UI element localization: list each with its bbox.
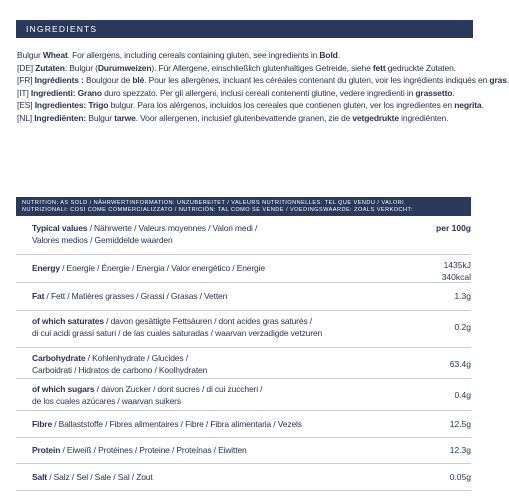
ingredient-bold-text: Ingrédients : <box>34 75 84 85</box>
ingredient-text: [NL] <box>17 112 35 123</box>
nutrient-name: Fibre <box>32 418 53 429</box>
nutrient-label <box>32 472 412 484</box>
ingredient-bold-text: Ingrediënten: <box>34 112 87 123</box>
nutrient-translations: / Kohlenhydrate / Glucides / <box>85 353 188 363</box>
nutrient-name: of which saturates <box>32 316 104 326</box>
nutrient-name: of which sugars <box>32 384 95 394</box>
ingredient-bold-text: blé <box>132 75 145 85</box>
nutrition-row <box>16 218 471 255</box>
nutrient-name: Protein <box>32 445 61 455</box>
nutrient-value-text: 12.5g <box>449 418 471 429</box>
nutrition-row <box>16 379 471 411</box>
ingredient-text: ). Für Allergene, einschließlich glutenhaltiges Getreide, siehe <box>151 62 373 73</box>
ingredient-bold-text: gras <box>489 75 507 85</box>
ingredient-bold-text: Ingredienti: Grano <box>30 87 102 98</box>
nutrient-value-text: 63.4g <box>449 359 471 369</box>
nutrient-translations-continued: di cui acidi grassi saturi / de las cuales saturadas / waarvan verzadigde vetzuren <box>32 327 323 338</box>
nutrient-label <box>32 291 412 303</box>
ingredient-text: . <box>481 100 484 110</box>
nutrient-label <box>32 419 412 431</box>
ingredient-text: . Pour les allergènes, incluant les céréales contenant du gluten, voir les ingrédients indiqués en <box>144 75 490 85</box>
ingredient-bold-text: Durumweizen <box>97 62 152 73</box>
ingredient-line <box>17 62 487 75</box>
nutrient-translations: / Ballaststoffe / Fibres alimentaires / Fibre / Fibra alimentaria / Vezels <box>52 418 302 429</box>
nutrition-row <box>16 411 471 438</box>
ingredient-text: [FR] <box>17 75 35 85</box>
ingredient-bold-text: Wheat <box>42 50 68 60</box>
ingredient-line <box>17 49 487 62</box>
nutrition-row <box>16 438 471 464</box>
ingredient-line <box>17 74 509 87</box>
ingredient-text: ingrediënten. <box>398 112 449 123</box>
nutrient-translations-continued: Carboidrati / Hidratos de carbono / Koolhydraten <box>32 364 208 375</box>
ingredient-line <box>17 112 487 125</box>
nutrient-translations: / davon gesättigte Fettsäuren / dont acides gras saturés / <box>103 316 312 326</box>
ingredients-list <box>17 49 509 124</box>
ingredient-text: [DE] <box>17 62 36 73</box>
nutrient-name: Energy <box>32 263 60 273</box>
nutrient-translations: / davon Zucker / dont sucres / di cui zuccheri / <box>94 384 263 394</box>
ingredient-text: . <box>337 50 340 60</box>
nutrient-value-text: 1435kJ <box>443 260 471 270</box>
nutrient-label <box>32 263 412 275</box>
ingredient-text: Boulgour de <box>83 75 133 85</box>
nutrient-translations: / Nährwerte / Valeurs moyennes / Valori medi / <box>87 223 258 233</box>
nutrient-label <box>32 223 412 246</box>
nutrient-value <box>450 472 471 484</box>
ingredient-bold-text: Ingredientes: Trigo <box>34 100 109 110</box>
nutrient-value <box>454 322 471 334</box>
nutrition-row <box>16 311 471 348</box>
ingredient-bold-text: fett <box>372 62 386 73</box>
ingredient-text: bulgur. Para los alérgenos, incluidos los cereales que contienen gluten, ver los ingredientes en <box>108 100 455 110</box>
nutrient-label <box>32 353 412 376</box>
nutrient-value-text: 12.3g <box>449 445 471 455</box>
nutrition-row <box>16 348 471 379</box>
nutrient-name: Typical values <box>32 223 88 233</box>
nutrient-translations: / Energie / Énergie / Energia / Valor energético / Energie <box>59 263 265 273</box>
nutrient-value <box>454 291 471 303</box>
ingredient-text: . For allergens, including cereals containing gluten, see ingredients in <box>67 50 320 60</box>
ingredient-bold-text: grassetto <box>415 87 453 98</box>
ingredient-text: duro spezzato. Per gli allergeni, inclusi cereali contenenti glutine, vedere ingredienti in <box>101 87 416 98</box>
nutrition-header-line-1: NUTRITION: AS SOLD / NÄHRWERTINFORMATION: UNZUBEREITET / VALEURS NUTRITIONNELLES: TEL QUE VENDU / VALORI <box>22 199 405 206</box>
nutrient-translations: / Fett / Matières grasses / Grassi / Grasas / Vetten <box>44 291 228 301</box>
ingredient-text: Bulgur <box>17 50 43 60</box>
ingredient-bold-text: negrita <box>454 100 482 110</box>
ingredient-text: [IT] <box>17 87 31 98</box>
nutrient-value <box>442 260 471 283</box>
nutrient-label <box>32 316 412 339</box>
ingredient-text: [ES] <box>17 100 35 110</box>
nutrient-value-text: 340kcal <box>441 271 471 282</box>
nutrient-value-text: per 100g <box>436 223 471 233</box>
ingredient-text: : Bulgur ( <box>64 62 98 73</box>
nutrition-row <box>16 255 471 283</box>
nutrient-label <box>32 445 412 457</box>
ingredient-text: Bulgur <box>86 112 115 123</box>
nutrient-value <box>450 419 471 431</box>
nutrient-translations: / Salz / Sel / Sale / Sal / Zout <box>47 471 153 482</box>
nutrition-table <box>16 218 471 491</box>
nutrient-value-text: 0.4g <box>454 390 471 400</box>
ingredient-text: . <box>452 87 455 98</box>
ingredient-line <box>17 99 487 112</box>
nutrition-row <box>16 464 471 491</box>
nutrient-value <box>450 445 471 457</box>
nutrient-translations-continued: Valores medios / Gemiddelde waarden <box>32 234 173 245</box>
nutrient-value-text: 0.05g <box>449 471 471 482</box>
ingredient-bold-text: Zutaten <box>35 62 65 73</box>
nutrient-value <box>436 223 471 235</box>
ingredient-text: gedruckte Zutaten. <box>385 62 456 73</box>
nutrient-value-text: 0.2g <box>454 322 471 332</box>
nutrition-header <box>16 197 471 216</box>
nutrient-name: Carbohydrate <box>32 353 86 363</box>
nutrient-name: Salt <box>32 471 47 482</box>
nutrient-value-text: 1.3g <box>454 291 471 301</box>
ingredient-bold-text: vetgedrukte <box>352 112 399 123</box>
ingredients-header: INGREDIENTS <box>16 20 473 38</box>
ingredient-line <box>17 87 487 100</box>
ingredient-text: . <box>506 75 509 85</box>
nutrient-label <box>32 384 412 407</box>
nutrient-value <box>454 390 471 402</box>
nutrition-row <box>16 283 471 311</box>
nutrient-translations-continued: de los cuales azúcares / waarvan suikers <box>32 395 181 406</box>
nutrient-translations: / Eiweiß / Protéines / Proteine / Proteínas / Eiwitten <box>60 445 247 455</box>
ingredient-text: . Voor allergenen, inclusief glutenbevattende granen, zie de <box>135 112 353 123</box>
nutrient-value <box>450 359 471 371</box>
nutrition-header-line-2: NUTRIZIONALI: COSI COME COMMERCIALIZZATO / NUTRICIÓN: TAL COMO SE VENDE / VOEDINGSWAARDE: ZOALS VERKOCHT: <box>22 207 413 213</box>
ingredient-bold-text: Bold <box>319 50 338 60</box>
nutrient-name: Fat <box>32 291 45 301</box>
ingredient-bold-text: tarwe <box>114 112 136 123</box>
